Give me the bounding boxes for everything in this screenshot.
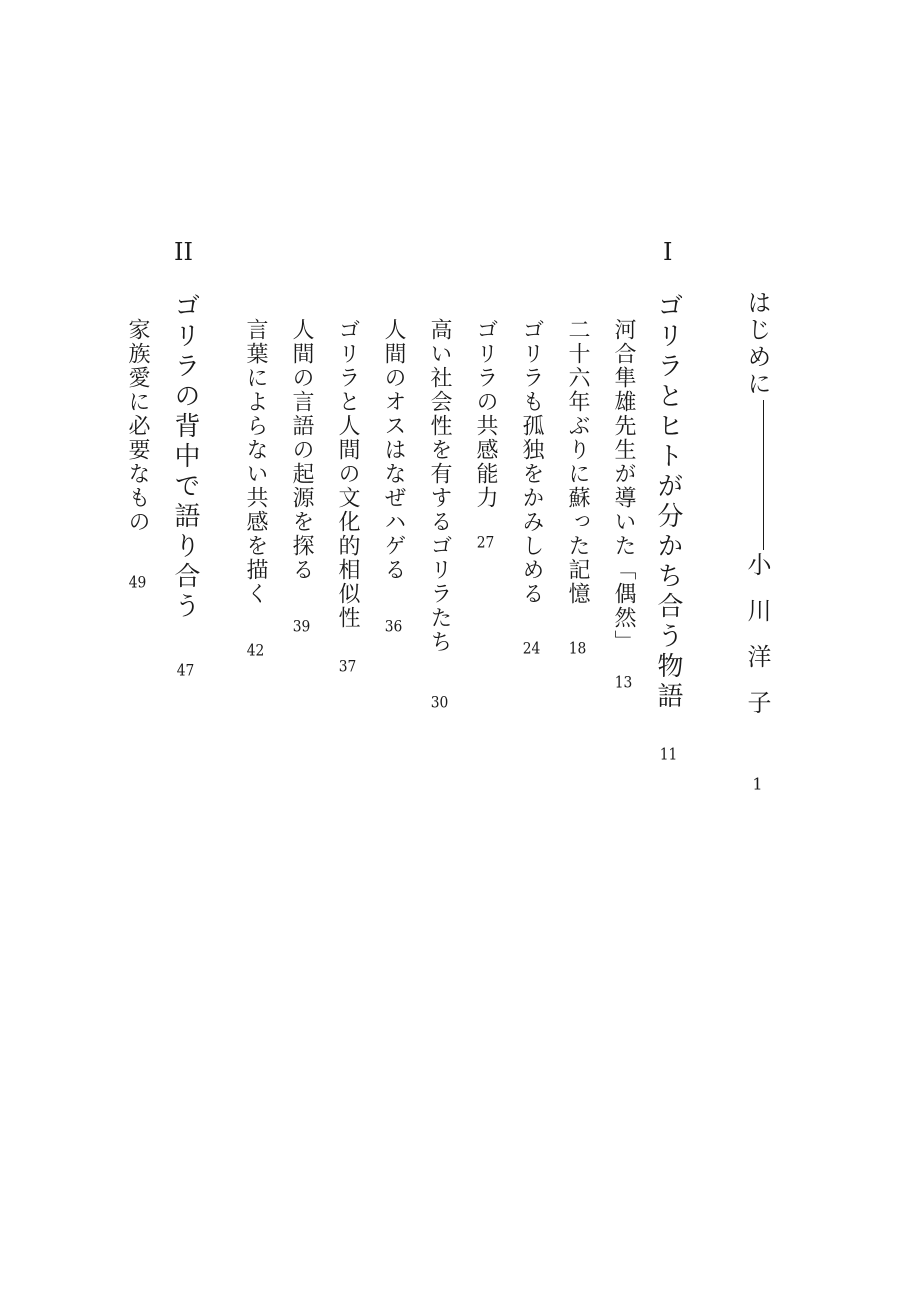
intro-title: はじめに	[743, 290, 771, 398]
toc-entry	[336, 318, 358, 674]
entry-title: 人間の言語の起源を探る	[289, 318, 314, 582]
toc-chapter-1	[655, 292, 681, 762]
toc-entry	[520, 318, 542, 656]
entry-title: 家族愛に必要なもの	[125, 318, 150, 534]
toc-entry	[290, 318, 312, 634]
entry-title: ゴリラの共感能力	[473, 318, 498, 510]
toc-entry	[244, 318, 266, 658]
entry-title: 二十六年ぶりに蘇った記憶	[565, 318, 590, 606]
entry-page: 27	[476, 534, 495, 550]
chapter-page: 11	[659, 746, 678, 762]
toc-entry	[474, 318, 496, 550]
entry-title: 高い社会性を有するゴリラたち	[427, 318, 452, 654]
intro-page: 1	[752, 776, 763, 792]
toc-entry	[566, 318, 588, 656]
entry-page: 36	[384, 618, 403, 634]
entry-page: 39	[292, 618, 311, 634]
entry-page: 49	[128, 574, 147, 590]
entry-title: 人間のオスはなぜハゲる	[381, 318, 406, 582]
intro-author: 小川洋子	[743, 552, 771, 736]
entry-page: 13	[614, 674, 633, 690]
entry-title: ゴリラと人間の文化的相似性	[335, 318, 360, 630]
part-numeral-1: I	[663, 238, 673, 266]
chapter-page: 47	[176, 662, 195, 678]
entry-page: 37	[338, 658, 357, 674]
toc-intro	[745, 290, 769, 792]
chapter-title: ゴリラの背中で語り合う	[170, 292, 200, 622]
toc-entry	[126, 318, 148, 590]
entry-title: 言葉によらない共感を描く	[243, 318, 268, 606]
dash-rule	[763, 400, 764, 550]
toc-entry	[382, 318, 404, 634]
entry-page: 24	[522, 640, 541, 656]
entry-title: ゴリラも孤独をかみしめる	[519, 318, 544, 606]
entry-page: 42	[246, 642, 265, 658]
entry-page: 30	[430, 694, 449, 710]
entry-page: 18	[568, 640, 587, 656]
toc-chapter-2	[172, 292, 198, 678]
toc-entry	[428, 318, 450, 710]
part-numeral-2: II	[174, 238, 193, 266]
entry-title: 河合隼雄先生が導いた「偶然」	[611, 318, 636, 654]
toc-entry	[612, 318, 634, 690]
chapter-title: ゴリラとヒトが分かち合う物語	[653, 292, 683, 712]
